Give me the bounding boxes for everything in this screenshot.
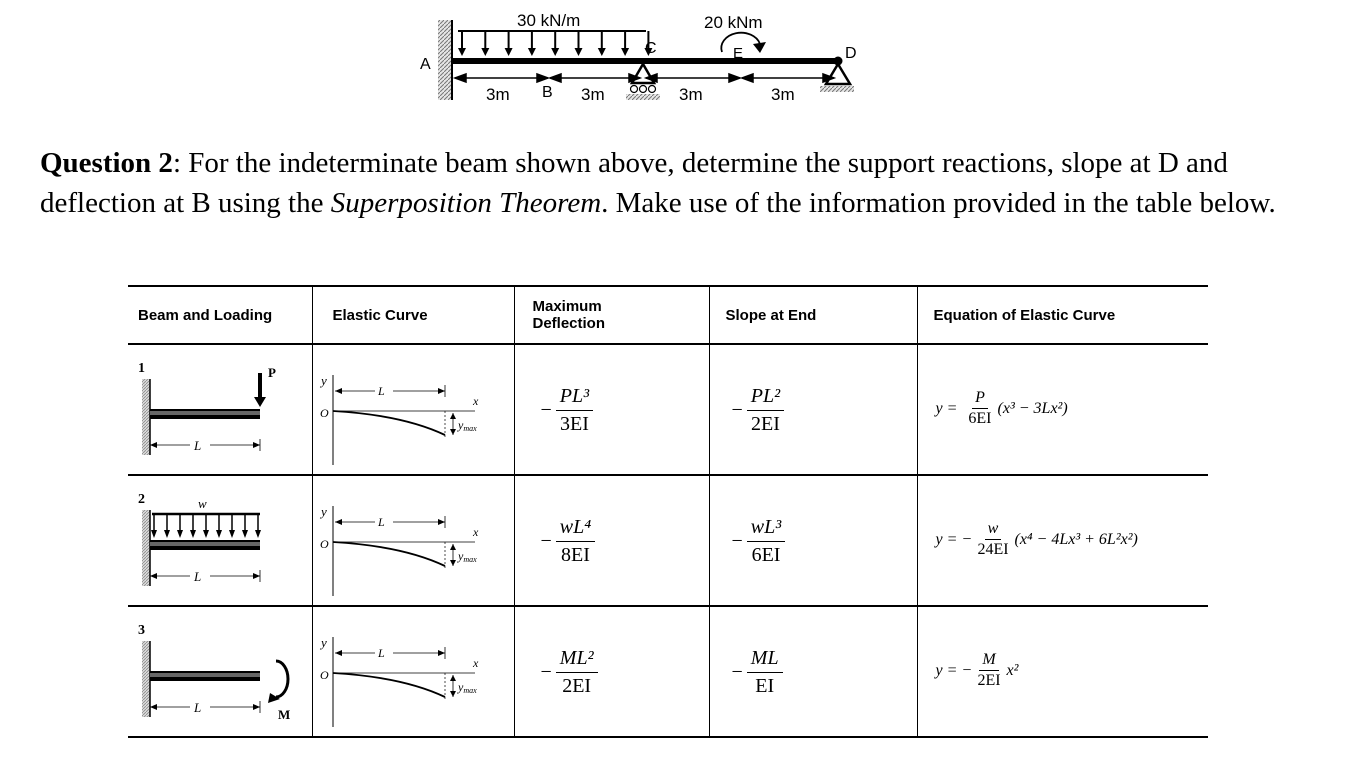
header-elastic-curve: Elastic Curve <box>312 286 514 344</box>
svg-text:y: y <box>320 635 327 650</box>
table-row <box>128 344 1208 475</box>
elastic-curve-figure <box>313 607 515 736</box>
table-row <box>128 475 1208 606</box>
cell-beam-loading <box>128 606 312 737</box>
max-deflection-formula: − $\frac{\text{PL³}}{3EI}$ <box>541 385 594 436</box>
beam-diagram <box>0 0 1360 110</box>
beam-formula-table <box>128 285 1208 738</box>
beam <box>452 58 838 64</box>
elastic-curve-figure <box>313 476 515 605</box>
header-beam-loading: Beam and Loading <box>128 286 312 344</box>
cell-elastic-curve <box>312 475 514 606</box>
moment-arc-icon <box>721 33 766 53</box>
table-header-row <box>128 286 1208 344</box>
cell-slope-end <box>709 606 917 737</box>
max-deflection-formula: − $\frac{\text{wL⁴}}{8EI}$ <box>541 516 596 567</box>
svg-text:ymax: ymax <box>457 418 477 433</box>
cell-beam-loading <box>128 344 312 475</box>
fixed-support-a <box>438 20 452 100</box>
svg-text:x: x <box>472 394 478 408</box>
label-a: A <box>420 56 431 73</box>
svg-text:x: x <box>472 525 478 539</box>
svg-text:L: L <box>377 384 385 398</box>
slope-formula: − $\frac{\text{PL²}}{2EI}$ <box>732 385 785 436</box>
elastic-curve-equation: y = − $\frac{M}{2EI}$ x² <box>935 651 1019 689</box>
cell-slope-end <box>709 344 917 475</box>
svg-text:L: L <box>194 700 202 715</box>
span-label-1: 3m <box>486 85 510 104</box>
cell-elastic-curve <box>312 344 514 475</box>
svg-text:y: y <box>320 373 327 388</box>
svg-text:P: P <box>268 365 276 380</box>
cell-max-deflection <box>514 606 709 737</box>
question-italic-term: Superposition Theorem <box>330 187 602 219</box>
elastic-curve-equation: y = $\frac{P}{6EI}$ (x³ − 3Lx²) <box>935 389 1068 427</box>
svg-text:O: O <box>319 406 329 420</box>
span-label-2: 3m <box>581 85 605 104</box>
row-number: 1 <box>138 361 145 376</box>
cell-elastic-curve <box>312 606 514 737</box>
beam-loading-figure <box>128 607 312 736</box>
label-b: B <box>542 84 553 101</box>
question-body-1: : For the indeterminate beam shown above, determine the support reactions, slope at D and deflection at B using the <box>40 147 1228 219</box>
question-label: Question 2 <box>40 147 173 179</box>
cell-slope-end <box>709 475 917 606</box>
svg-text:O: O <box>319 537 329 551</box>
question-text <box>40 143 1330 223</box>
svg-text:M: M <box>278 707 291 722</box>
cell-max-deflection <box>514 344 709 475</box>
table-row <box>128 606 1208 737</box>
header-slope-end: Slope at End <box>709 286 917 344</box>
svg-text:x: x <box>472 656 478 670</box>
row-number: 2 <box>138 492 145 507</box>
svg-text:O: O <box>319 668 329 682</box>
header-max-deflection: Maximum Deflection <box>514 286 709 344</box>
row-number: 3 <box>138 623 145 638</box>
label-e: E <box>733 45 744 62</box>
cell-max-deflection <box>514 475 709 606</box>
span-label-4: 3m <box>771 85 795 104</box>
beam-loading-figure <box>128 476 312 605</box>
cell-equation <box>917 606 1208 737</box>
header-equation: Equation of Elastic Curve <box>917 286 1208 344</box>
cell-beam-loading <box>128 475 312 606</box>
distributed-load-arrows <box>458 31 652 56</box>
svg-text:ymax: ymax <box>457 680 477 695</box>
moment-load-label: 20 kNm <box>704 13 763 32</box>
svg-text:w: w <box>198 496 207 511</box>
svg-text:L: L <box>377 515 385 529</box>
beam-loading-figure <box>128 345 312 474</box>
slope-formula: − $\frac{ML}{EI}$ <box>732 647 783 698</box>
cell-equation <box>917 344 1208 475</box>
cell-equation <box>917 475 1208 606</box>
svg-text:y: y <box>320 504 327 519</box>
max-deflection-formula: − $\frac{\text{ML²}}{2EI}$ <box>541 647 598 698</box>
label-d: D <box>845 45 857 62</box>
question-body-2: . Make use of the information provided in the table below. <box>601 187 1276 219</box>
svg-text:L: L <box>194 569 202 584</box>
svg-text:L: L <box>377 646 385 660</box>
svg-text:ymax: ymax <box>457 549 477 564</box>
elastic-curve-equation: y = − $\frac{w}{24EI}$ (x⁴ − 4Lx³ + 6L²x²) <box>935 520 1138 558</box>
label-c: C <box>645 40 657 57</box>
distributed-load-label: 30 kN/m <box>517 11 581 30</box>
elastic-curve-figure <box>313 345 515 474</box>
svg-text:L: L <box>194 438 202 453</box>
slope-formula: − $\frac{\text{wL³}}{6EI}$ <box>732 516 786 567</box>
span-label-3: 3m <box>679 85 703 104</box>
